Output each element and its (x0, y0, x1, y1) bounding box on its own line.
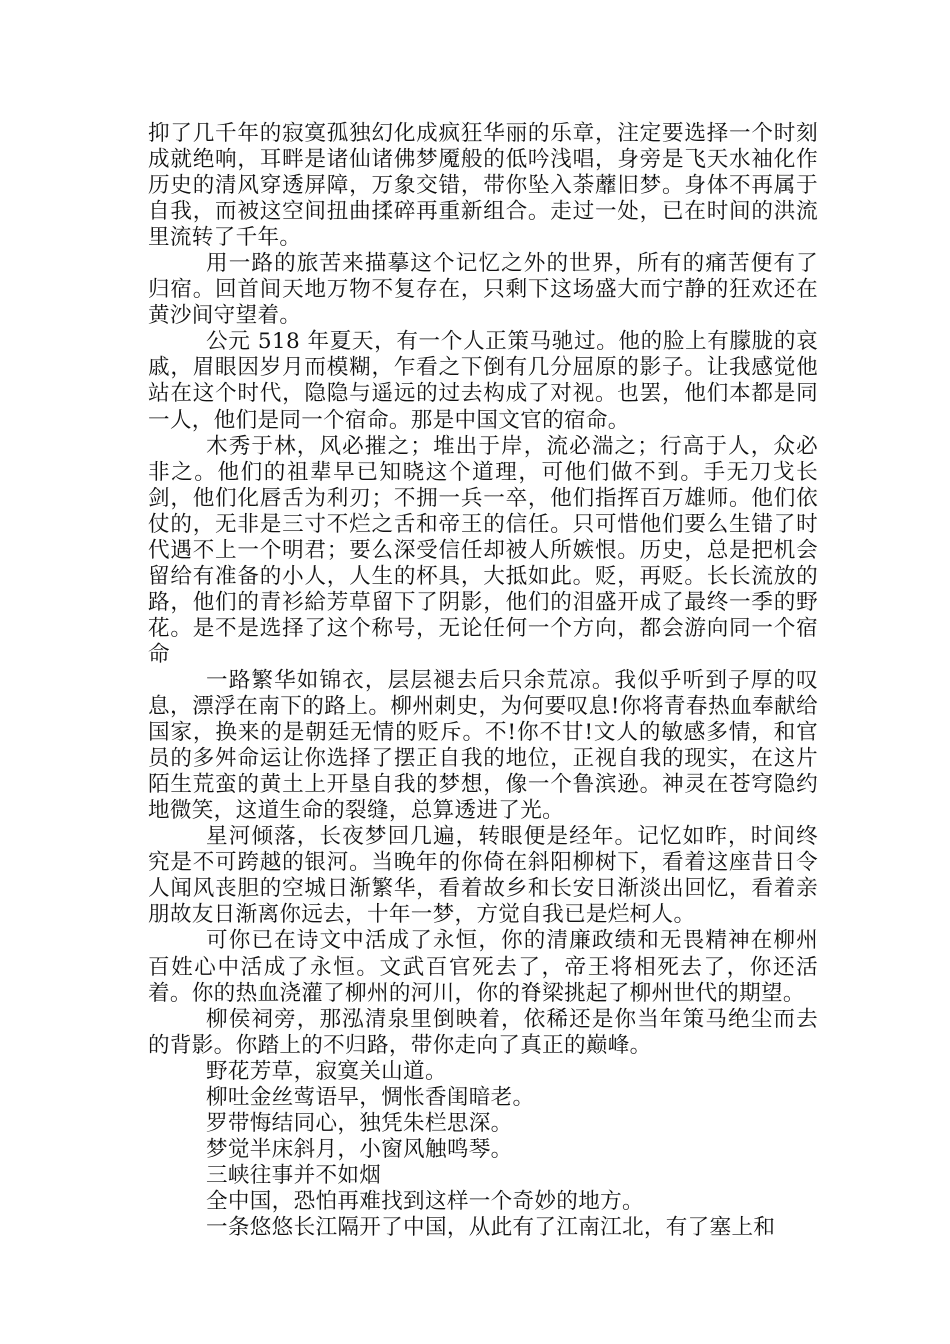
closing-paragraph: 一条悠悠长江隔开了中国，从此有了江南江北，有了塞上和 (206, 1214, 776, 1240)
section-intro-line: 全中国，恐怕再难找到这样一个奇妙的地方。 (206, 1188, 644, 1214)
document-body (148, 121, 818, 1241)
verse-line-2: 柳吐金丝莺语早，惆怅香闺暗老。 (206, 1084, 535, 1110)
paragraph-8: 柳侯祠旁，那泓清泉里倒映着，依稀还是你当年策马绝尘而去的背影。你踏上的不归路，带你走向了真正的巅峰。 (148, 1006, 818, 1058)
verse-line-3: 罗带悔结同心，独凭朱栏思深。 (206, 1110, 513, 1136)
paragraph-3: 公元 518 年夏天，有一个人正策马驰过。他的脸上有朦胧的哀戚，眉眼因岁月而模糊，乍看之下倒有几分屈原的影子。让我感觉他站在这个时代，隐隐与遥远的过去构成了对视。也罢，他们本都是同一人，他们是同一个宿命。那是中国文官的宿命。 (148, 329, 818, 433)
paragraph-7: 可你已在诗文中活成了永恒，你的清廉政绩和无畏精神在柳州百姓心中活成了永恒。文武百官死去了，帝王将相死去了，你还活着。你的热血浇灌了柳州的河川，你的脊梁挑起了柳州世代的期望。 (148, 928, 818, 1006)
verse-line-4: 梦觉半床斜月，小窗风触鸣琴。 (206, 1136, 513, 1162)
paragraph-2: 用一路的旅苦来描摹这个记忆之外的世界，所有的痛苦便有了归宿。回首间天地万物不复存在，只剩下这场盛大而宁静的狂欢还在黄沙间守望着。 (148, 251, 818, 329)
paragraph-6: 星河倾落，长夜梦回几遍，转眼便是经年。记忆如昨，时间终究是不可跨越的银河。当晚年的你倚在斜阳柳树下，看着这座昔日令人闻风丧胆的空城日渐繁华，看着故乡和长安日渐淡出回忆，看着亲朋故友日渐离你远去，十年一梦，方觉自我已是烂柯人。 (148, 824, 818, 928)
paragraph-1: 抑了几千年的寂寞孤独幻化成疯狂华丽的乐章，注定要选择一个时刻成就绝响，耳畔是诸仙诸佛梦魇般的低吟浅唱，身旁是飞天水袖化作历史的清风穿透屏障，万象交错，带你坠入荼蘼旧梦。身体不再属于自我，而被这空间扭曲揉碎再重新组合。走过一处，已在时间的洪流里流转了千年。 (148, 121, 818, 251)
verse-line-1: 野花芳草，寂寞关山道。 (206, 1058, 447, 1084)
paragraph-5: 一路繁华如锦衣，层层褪去后只余荒凉。我似乎听到子厚的叹息，漂浮在南下的路上。柳州刺史，为何要叹息!你将青春热血奉献给国家，换来的是朝廷无情的贬斥。不!你不甘!文人的敏感多情，和官员的多舛命运让你选择了摆正自我的地位，正视自我的现实，在这片陌生荒蛮的黄土上开垦自我的梦想，像一个鲁滨逊。神灵在苍穹隐约地微笑，这道生命的裂缝，总算透进了光。 (148, 667, 818, 824)
paragraph-4: 木秀于林，风必摧之；堆出于岸，流必湍之；行高于人，众必非之。他们的祖辈早已知晓这个道理，可他们做不到。手无刀戈长剑，他们化唇舌为利刃；不拥一兵一卒，他们指挥百万雄师。他们依仗的，无非是三寸不烂之舌和帝王的信任。只可惜他们要么生错了时代遇不上一个明君；要么深受信任却被人所嫉恨。历史，总是把机会留给有准备的小人，人生的杯具，大抵如此。贬，再贬。长长流放的路，他们的青衫給芳草留下了阴影，他们的泪盛开成了最终一季的野花。是不是选择了这个称号，无论任何一个方向，都会游向同一个宿命 (148, 433, 818, 667)
section-heading-line: 三峡往事并不如烟 (206, 1162, 382, 1188)
